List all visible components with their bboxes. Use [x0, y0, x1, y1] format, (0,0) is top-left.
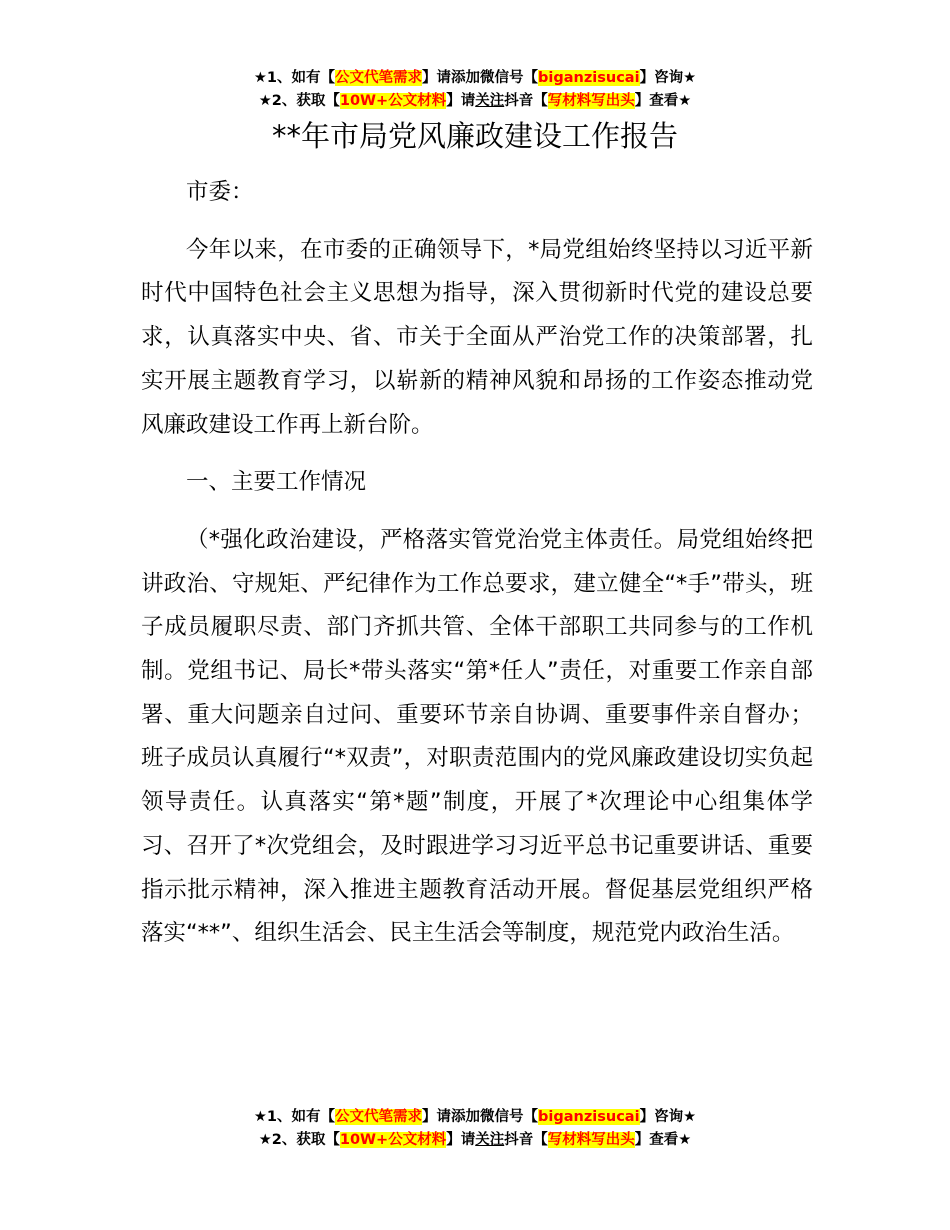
intro-paragraph: 今年以来，在市委的正确领导下，*局党组始终坚持以习近平新时代中国特色社会主义思想为指导，深入贯彻新时代党的建设总要求，认真落实中央、省、市关于全面从严治党工作的决策部署，扎实开展主题教育学习，以崭新的精神风貌和昂扬的工作姿态推动党风廉政建设工作再上新台阶。: [141, 236, 813, 438]
promo-text: 】请: [446, 93, 476, 109]
promo-text: ★2、获取【: [258, 1132, 340, 1148]
section-heading: 一、主要工作情况: [186, 469, 367, 496]
promo-text: ★2、获取【: [258, 93, 340, 109]
promo-highlight: 公文代笔需求: [335, 70, 423, 86]
promo-line-1: [0, 1106, 950, 1129]
promo-text: 】咨询★: [639, 70, 697, 86]
promo-text: ★1、如有【: [253, 70, 336, 86]
promo-highlight: 写材料写出头: [547, 1132, 635, 1148]
promo-text: 】查看★: [634, 1132, 692, 1148]
promo-highlight: 10W+公文材料: [339, 1132, 447, 1148]
promo-underlined: 关注: [475, 93, 505, 109]
promo-highlight: 10W+公文材料: [339, 93, 447, 109]
promo-line-2: [0, 1129, 950, 1152]
promo-wechat-id: biganzisucai: [538, 70, 640, 86]
promo-banner-bottom: [0, 1106, 950, 1152]
document-body: [141, 171, 813, 970]
promo-text: 】请添加微信号【: [422, 70, 539, 86]
promo-line-2: [0, 90, 950, 113]
promo-text: 抖音【: [504, 93, 548, 109]
promo-highlight: 公文代笔需求: [335, 1109, 423, 1125]
document-title: **年市局党风廉政建设工作报告: [271, 119, 678, 153]
promo-underlined: 关注: [475, 1132, 505, 1148]
promo-text: 】咨询★: [639, 1109, 697, 1125]
promo-line-1: [0, 67, 950, 90]
promo-text: 】查看★: [634, 93, 692, 109]
promo-text: 】请添加微信号【: [422, 1109, 539, 1125]
promo-highlight: 写材料写出头: [547, 93, 635, 109]
promo-text: 抖音【: [504, 1132, 548, 1148]
promo-banner-top: [0, 67, 950, 113]
salutation: 市委：: [186, 179, 254, 205]
promo-text: ★1、如有【: [253, 1109, 336, 1125]
body-paragraph: （*强化政治建设，严格落实管党治党主体责任。局党组始终把讲政治、守规矩、严纪律作为工作总要求，建立健全“*手”带头，班子成员履职尽责、部门齐抓共管、全体干部职工共同参与的工作机制。党组书记、局长*带头落实“第*任人”责任，对重要工作亲自部署、重大问题亲自过问、重要环节亲自协调、重要事件亲自督办；班子成员认真履行“*双责”，对职责范围内的党风廉政建设切实负起领导责任。认真落实“第*题”制度，开展了*次理论中心组集体学习、召开了*次党组会，及时跟进学习习近平总书记重要讲话、重要指示批示精神，深入推进主题教育活动开展。督促基层党组织严格落实“**”、组织生活会、民主生活会等制度，规范党内政治生活。: [141, 526, 813, 947]
promo-wechat-id: biganzisucai: [538, 1109, 640, 1125]
promo-text: 】请: [446, 1132, 476, 1148]
